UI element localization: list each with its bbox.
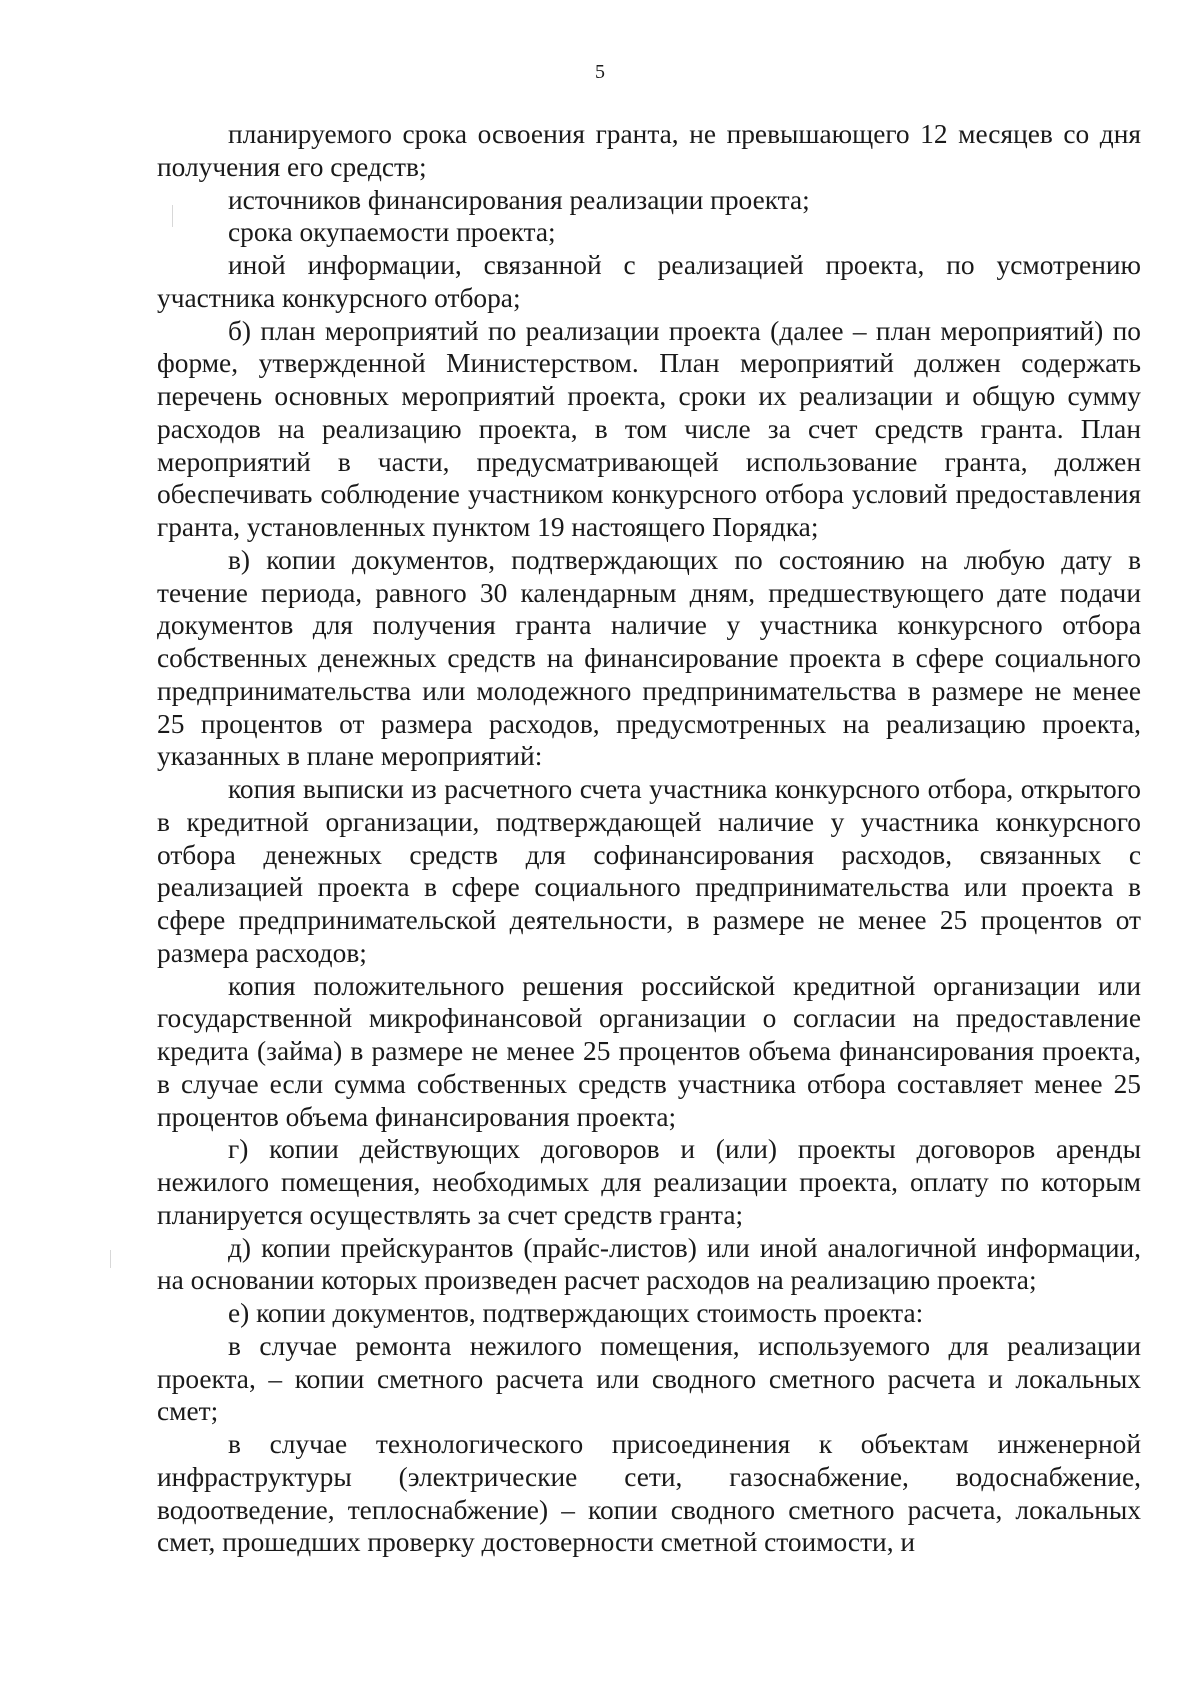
paragraph: в случае технологического присоединения к объектам инженерной инфраструктуры (электрические сети, газоснабжение, водоснабжение, водоотведение, теплоснабжение) – копии сводного сметного расчета, локальных смет, прошедших проверку достоверности сметной стоимости, и	[157, 1429, 1141, 1558]
scan-edge-mark	[110, 1250, 111, 1268]
document-body	[157, 118, 1141, 1559]
paragraph: в случае ремонта нежилого помещения, используемого для реализации проекта, – копии сметного расчета или сводного сметного расчета и локальных смет;	[157, 1330, 1141, 1427]
paragraph: е) копии документов, подтверждающих стоимость проекта:	[228, 1298, 924, 1328]
paragraph: планируемого срока освоения гранта, не превышающего 12 месяцев со дня получения его средств;	[157, 119, 1141, 182]
paragraph: в) копии документов, подтверждающих по состоянию на любую дату в течение периода, равного 30 календарным дням, предшествующего дате подачи документов для получения гранта наличие у участника конкурсного отбора собственных денежных средств на финансирование проекта в сфере социального предпринимательства или молодежного предпринимательства в размере не менее 25 процентов от размера расходов, предусмотренных на реализацию проекта, указанных в плане мероприятий:	[157, 544, 1141, 772]
paragraph: иной информации, связанной с реализацией проекта, по усмотрению участника конкурсного отбора;	[157, 250, 1141, 313]
paragraph: копия выписки из расчетного счета участника конкурсного отбора, открытого в кредитной организации, подтверждающей наличие у участника конкурсного отбора денежных средств для софинансирования расходов, связанных с реализацией проекта в сфере социального предпринимательства или проекта в сфере предпринимательской деятельности, в размере не менее 25 процентов от размера расходов;	[157, 774, 1141, 968]
paragraph: г) копии действующих договоров и (или) проекты договоров аренды нежилого помещения, необходимых для реализации проекта, оплату по которым планируется осуществлять за счет средств гранта;	[157, 1134, 1141, 1230]
paragraph: источников финансирования реализации проекта;	[228, 184, 810, 215]
paragraph: б) план мероприятий по реализации проекта (далее – план мероприятий) по форме, утвержденной Министерством. План мероприятий должен содержать перечень основных мероприятий проекта, сроки их реализации и общую сумму расходов на реализацию проекта, в том числе за счет средств гранта. План мероприятий в части, предусматривающей использование гранта, должен обеспечивать соблюдение участником конкурсного отбора условий предоставления гранта, установленных пунктом 19 настоящего Порядка;	[157, 315, 1141, 542]
paragraph: срока окупаемости проекта;	[228, 217, 556, 248]
page-number: 5	[595, 61, 605, 83]
paragraph: копия положительного решения российской кредитной организации или государственной микрофинансовой организации о согласии на предоставление кредита (займа) в размере не менее 25 процентов объема финансирования проекта, в случае если сумма собственных средств участника отбора составляет менее 25 процентов объема финансирования проекта;	[157, 970, 1141, 1132]
paragraph: д) копии прейскурантов (прайс-листов) или иной аналогичной информации, на основании которых произведен расчет расходов на реализацию проекта;	[157, 1232, 1141, 1296]
